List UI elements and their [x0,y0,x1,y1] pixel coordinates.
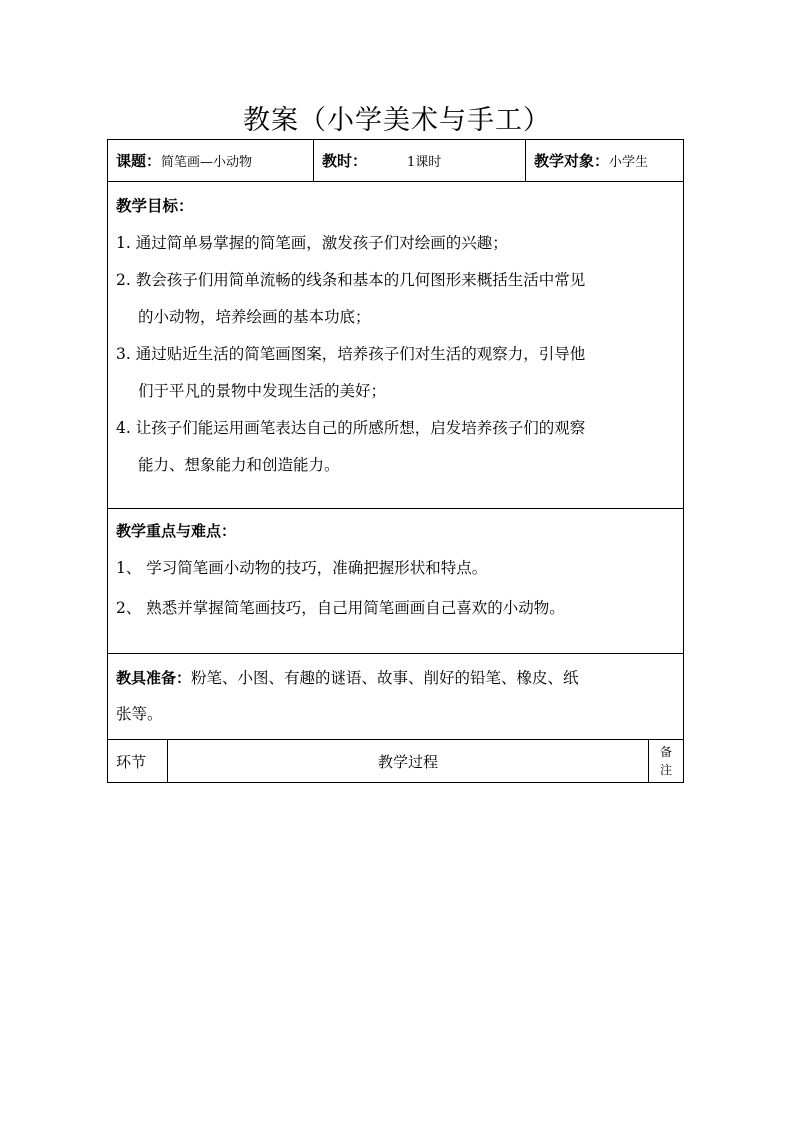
materials-section [108,654,683,740]
keypoint-line: 1、 学习简笔画小动物的技巧，准确把握形状和特点。 [116,559,488,577]
keypoints-heading: 教学重点与难点： [116,522,237,540]
lesson-plan-table [107,139,684,783]
topic-label: 课题： [116,152,162,170]
header-row [108,140,683,182]
notes-column-header [649,740,683,782]
section-column-header: 环节 [108,740,168,782]
materials-text: 粉笔、小图、有趣的谜语、故事、削好的铅笔、橡皮、纸 [191,669,579,687]
materials-label: 教具准备： [116,669,192,687]
objectives-section [108,182,683,509]
hours-label: 教时： [322,152,368,170]
page-title: 教案（小学美术与手工） [243,105,551,136]
process-column-header: 教学过程 [168,740,649,782]
hours-cell [314,140,526,181]
objective-line: 4. 让孩子们能运用画笔表达自己的所感所想，启发培养孩子们的观察 [116,419,586,437]
topic-cell [108,140,314,181]
notes-label-1: 备 [659,745,672,759]
materials-line-2: 张等。 [116,705,163,723]
keypoints-section [108,509,683,654]
audience-cell [526,140,683,181]
objective-line: 3. 通过贴近生活的简笔画图案，培养孩子们对生活的观察力，引导他 [116,345,586,363]
objective-line: 们于平凡的景物中发现生活的美好； [138,382,387,400]
objective-line: 能力、想象能力和创造能力。 [138,456,340,474]
objective-line: 1. 通过简单易掌握的简笔画，激发孩子们对绘画的兴趣； [116,234,508,252]
hours-value: 1课时 [407,155,442,170]
notes-label-2: 注 [659,763,672,777]
objectives-heading: 教学目标： [116,197,194,215]
footer-row [108,740,683,782]
objective-line: 的小动物，培养绘画的基本功底； [138,308,371,326]
topic-value: 简笔画—小动物 [161,155,253,170]
audience-value: 小学生 [609,155,649,170]
audience-label: 教学对象： [534,152,610,170]
keypoint-line: 2、 熟悉并掌握简笔画技巧，自己用简笔画画自己喜欢的小动物。 [116,599,565,617]
objective-line: 2. 教会孩子们用简单流畅的线条和基本的几何图形来概括生活中常见 [116,271,586,289]
materials-line-1 [116,660,675,696]
